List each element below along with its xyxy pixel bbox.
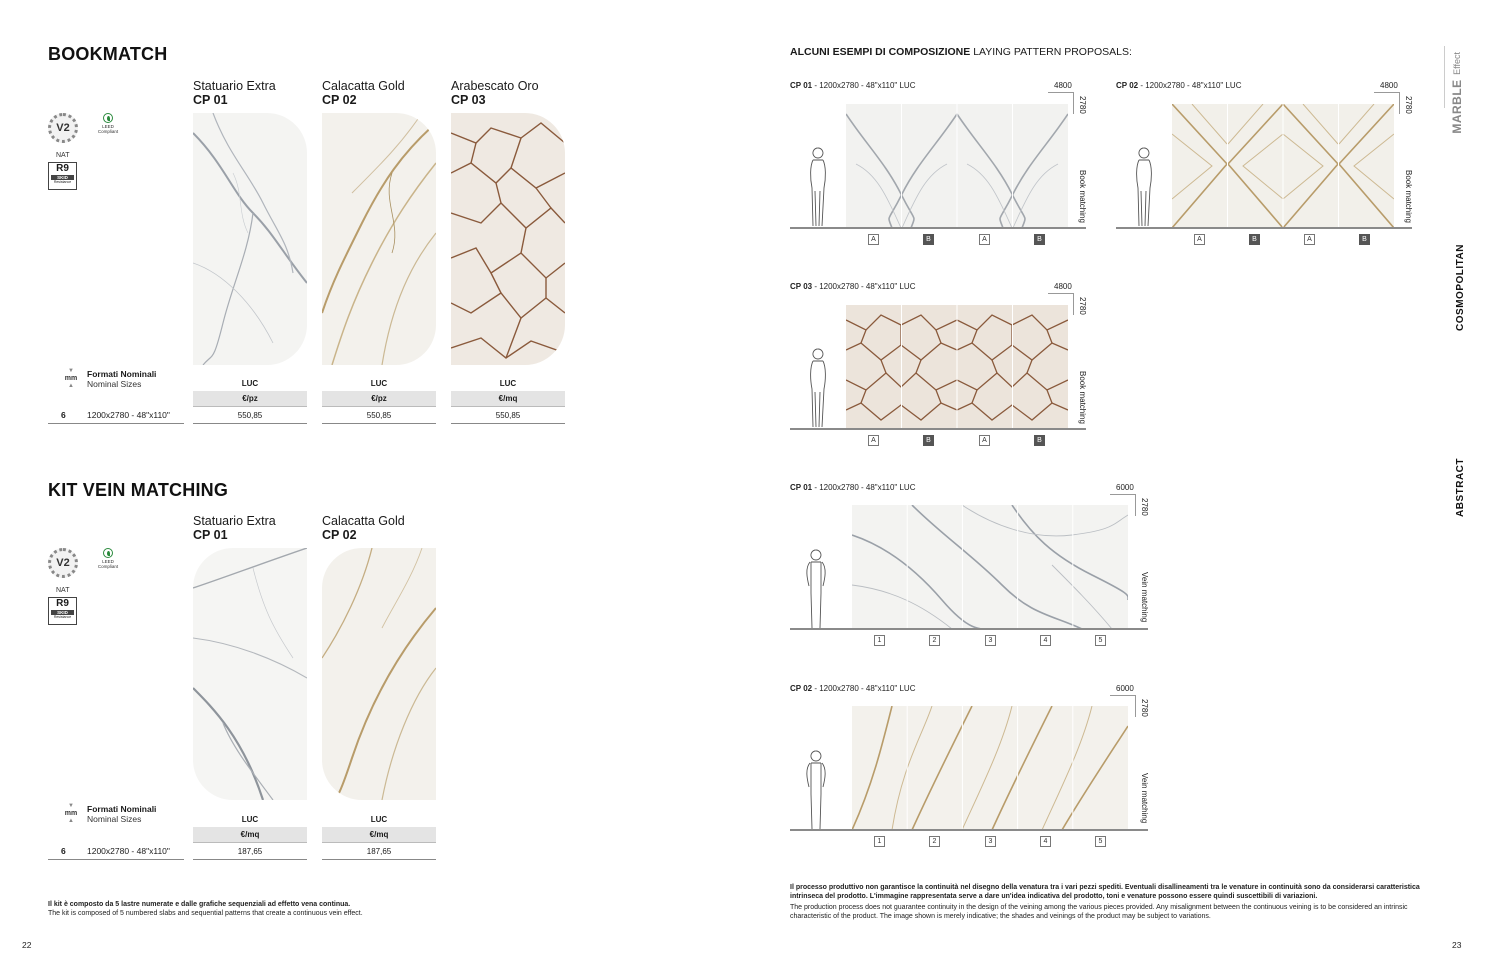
heading-regular: LAYING PATTERN PROPOSALS: xyxy=(973,46,1132,58)
composition-label: CP 02 - 1200x2780 - 48"x110" LUC xyxy=(790,684,916,693)
composition-label: CP 01 - 1200x2780 - 48"x110" LUC xyxy=(790,483,916,492)
human-figure-icon xyxy=(807,347,829,429)
unit-label: €/pz xyxy=(193,391,307,407)
formats-label: Formati Nominali xyxy=(87,369,157,379)
product-name: Calacatta Gold xyxy=(322,79,405,93)
product-name: Calacatta Gold xyxy=(322,514,405,528)
size-row xyxy=(48,407,184,424)
disclaimer-en: The production process does not guarantee continuity in the design of the veining among the various pieces provided. Any misalignment between the continuous veining is to be considered an intrinsic characteristic of the product. The image shown is merely indicative; the shades and veinings of the product may be subject to variations. xyxy=(790,904,1408,920)
product-heading xyxy=(451,79,539,107)
cp02-bookmatch-composition-image xyxy=(1172,104,1394,228)
disclaimer xyxy=(790,883,1440,921)
height-dimension: 2780 xyxy=(1404,96,1413,114)
thickness-value: 6 xyxy=(61,410,66,420)
formats-heading xyxy=(87,804,156,824)
marble-label: MARBLE xyxy=(1450,79,1464,134)
cp02-vein-composition-image xyxy=(852,706,1128,830)
price-value: 550,85 xyxy=(193,407,307,424)
bookmatch-title: BOOKMATCH xyxy=(48,44,168,64)
skid-label: SKID xyxy=(51,610,74,615)
price-column xyxy=(193,377,307,424)
skid-sub-label: Resistance xyxy=(53,180,72,184)
price-value: 550,85 xyxy=(451,407,565,424)
formats-sub: Nominal Sizes xyxy=(87,814,142,824)
slab-tag: B xyxy=(1034,435,1045,446)
slab-tag: 5 xyxy=(1095,836,1106,847)
product-name: Statuario Extra xyxy=(193,79,276,93)
r9-skid-icon xyxy=(48,162,77,190)
slab-tag: B xyxy=(923,234,934,245)
unit-label: €/mq xyxy=(322,827,436,843)
composition-label: CP 01 - 1200x2780 - 48"x110" LUC xyxy=(790,81,916,90)
finish-label: LUC xyxy=(241,379,259,388)
cp01-vein-composition-image xyxy=(852,505,1128,629)
human-figure-icon xyxy=(803,749,829,831)
slab-tag: 3 xyxy=(985,836,996,847)
statuario-kit-slab-image xyxy=(193,548,307,800)
finish-label: LUC xyxy=(499,379,517,388)
slab-tag: 4 xyxy=(1040,836,1051,847)
finish-label: LUC xyxy=(370,379,388,388)
r9-label: R9 xyxy=(56,598,69,609)
slab-tag: 4 xyxy=(1040,635,1051,646)
price-column xyxy=(451,377,565,424)
calacatta-slab-image xyxy=(322,113,436,365)
tab-cosmopolitan[interactable]: COSMOPOLITAN xyxy=(1455,244,1466,331)
product-heading xyxy=(193,514,276,542)
r9-label: R9 xyxy=(56,163,69,174)
mm-label: mm xyxy=(64,375,78,382)
size-value: 1200x2780 - 48"x110" xyxy=(87,846,170,856)
slab-tag: 2 xyxy=(929,635,940,646)
pattern-label: Book matching xyxy=(1078,170,1087,223)
slab-tag: A xyxy=(1304,234,1315,245)
statuario-slab-image xyxy=(193,113,307,365)
mm-icon: ▼ mm ▲ xyxy=(64,368,78,389)
price-value: 550,85 xyxy=(322,407,436,424)
slab-tag: A xyxy=(868,435,879,446)
width-dimension: 4800 xyxy=(1054,282,1072,291)
leed-label: LEED Compliant xyxy=(97,124,119,134)
height-dimension: 2780 xyxy=(1140,498,1149,516)
page-number-left: 22 xyxy=(22,940,32,950)
product-code: CP 02 xyxy=(322,528,357,542)
product-name: Arabescato Oro xyxy=(451,79,539,93)
kit-note-en: The kit is composed of 5 numbered slabs and sequential patterns that create a continuous vein effect. xyxy=(48,910,363,917)
cp01-bookmatch-composition-image xyxy=(846,104,1068,228)
mm-label: mm xyxy=(64,810,78,817)
heading-bold: ALCUNI ESEMPI DI COMPOSIZIONE xyxy=(790,46,971,58)
r9-skid-icon xyxy=(48,597,77,625)
slab-tag: A xyxy=(979,234,990,245)
calacatta-kit-slab-image xyxy=(322,548,436,800)
human-figure-icon xyxy=(1133,146,1155,228)
slab-tag: B xyxy=(1249,234,1260,245)
price-value: 187,65 xyxy=(193,843,307,860)
effect-label: Effect xyxy=(1452,52,1462,75)
product-code: CP 01 xyxy=(193,93,228,107)
width-dimension: 6000 xyxy=(1116,483,1134,492)
finish-label: LUC xyxy=(241,815,259,824)
unit-label: €/pz xyxy=(322,391,436,407)
leed-icon xyxy=(95,548,121,569)
product-heading xyxy=(322,79,405,107)
slab-tag: 1 xyxy=(874,836,885,847)
leed-icon xyxy=(95,113,121,134)
thickness-value: 6 xyxy=(61,846,66,856)
pattern-label: Book matching xyxy=(1078,371,1087,424)
formats-heading xyxy=(87,369,156,389)
product-heading xyxy=(193,79,276,107)
slab-tag: A xyxy=(979,435,990,446)
slab-tag: B xyxy=(923,435,934,446)
product-code: CP 03 xyxy=(451,93,486,107)
disclaimer-it: Il processo produttivo non garantisce la continuità nel disegno della venatura tra i vari pezzi spediti. Eventuali disallineamenti tra le venature in continuità sono da considerarsi caratteristica intrinseca del prodotto. L'immagine rappresentata serve a dare un'idea indicativa del prodotto, toni e venature possono essere quindi suscettibili di variazioni. xyxy=(790,884,1420,900)
product-heading xyxy=(322,514,405,542)
kit-note-it: Il kit è composto da 5 lastre numerate e dalle grafiche sequenziali ad effetto vena continua. xyxy=(48,901,351,908)
pattern-label: Vein matching xyxy=(1140,572,1149,623)
product-code: CP 02 xyxy=(322,93,357,107)
width-dimension: 4800 xyxy=(1380,81,1398,90)
size-row xyxy=(48,843,184,860)
kit-vein-title: KIT VEIN MATCHING xyxy=(48,480,229,500)
height-dimension: 2780 xyxy=(1078,297,1087,315)
height-dimension: 2780 xyxy=(1140,699,1149,717)
skid-label: SKID xyxy=(51,175,74,180)
pattern-label: Book matching xyxy=(1404,170,1413,223)
compositions-heading xyxy=(790,46,1132,58)
price-value: 187,65 xyxy=(322,843,436,860)
nat-label: NAT xyxy=(56,587,70,594)
formats-sub: Nominal Sizes xyxy=(87,379,142,389)
human-figure-icon xyxy=(803,548,829,630)
product-code: CP 01 xyxy=(193,528,228,542)
composition-label: CP 02 - 1200x2780 - 48"x110" LUC xyxy=(1116,81,1242,90)
v2-variation-icon: V2 xyxy=(48,113,78,143)
leed-label: LEED Compliant xyxy=(97,559,119,569)
width-dimension: 6000 xyxy=(1116,684,1134,693)
cp03-bookmatch-composition-image xyxy=(846,305,1068,429)
slab-tag: A xyxy=(868,234,879,245)
tab-marble-effect[interactable] xyxy=(1448,52,1466,134)
slab-tag: 1 xyxy=(874,635,885,646)
formats-label: Formati Nominali xyxy=(87,804,157,814)
skid-sub-label: Resistance xyxy=(53,615,72,619)
unit-label: €/mq xyxy=(451,391,565,407)
slab-tag: 5 xyxy=(1095,635,1106,646)
width-dimension: 4800 xyxy=(1054,81,1072,90)
slab-tag: B xyxy=(1034,234,1045,245)
slab-tag: 3 xyxy=(985,635,996,646)
slab-tag: A xyxy=(1194,234,1205,245)
pattern-label: Vein matching xyxy=(1140,773,1149,824)
kit-note xyxy=(48,900,608,918)
tab-abstract[interactable]: ABSTRACT xyxy=(1455,458,1466,517)
price-column xyxy=(322,813,436,860)
page-number-right: 23 xyxy=(1452,940,1462,950)
price-column xyxy=(322,377,436,424)
unit-label: €/mq xyxy=(193,827,307,843)
product-name: Statuario Extra xyxy=(193,514,276,528)
mm-icon: ▼ mm ▲ xyxy=(64,803,78,824)
finish-label: LUC xyxy=(370,815,388,824)
composition-label: CP 03 - 1200x2780 - 48"x110" LUC xyxy=(790,282,916,291)
height-dimension: 2780 xyxy=(1078,96,1087,114)
v2-variation-icon: V2 xyxy=(48,548,78,578)
slab-tag: B xyxy=(1359,234,1370,245)
slab-tag: 2 xyxy=(929,836,940,847)
size-value: 1200x2780 - 48"x110" xyxy=(87,410,170,420)
human-figure-icon xyxy=(807,146,829,228)
price-column xyxy=(193,813,307,860)
nat-label: NAT xyxy=(56,152,70,159)
arabescato-slab-image xyxy=(451,113,565,365)
